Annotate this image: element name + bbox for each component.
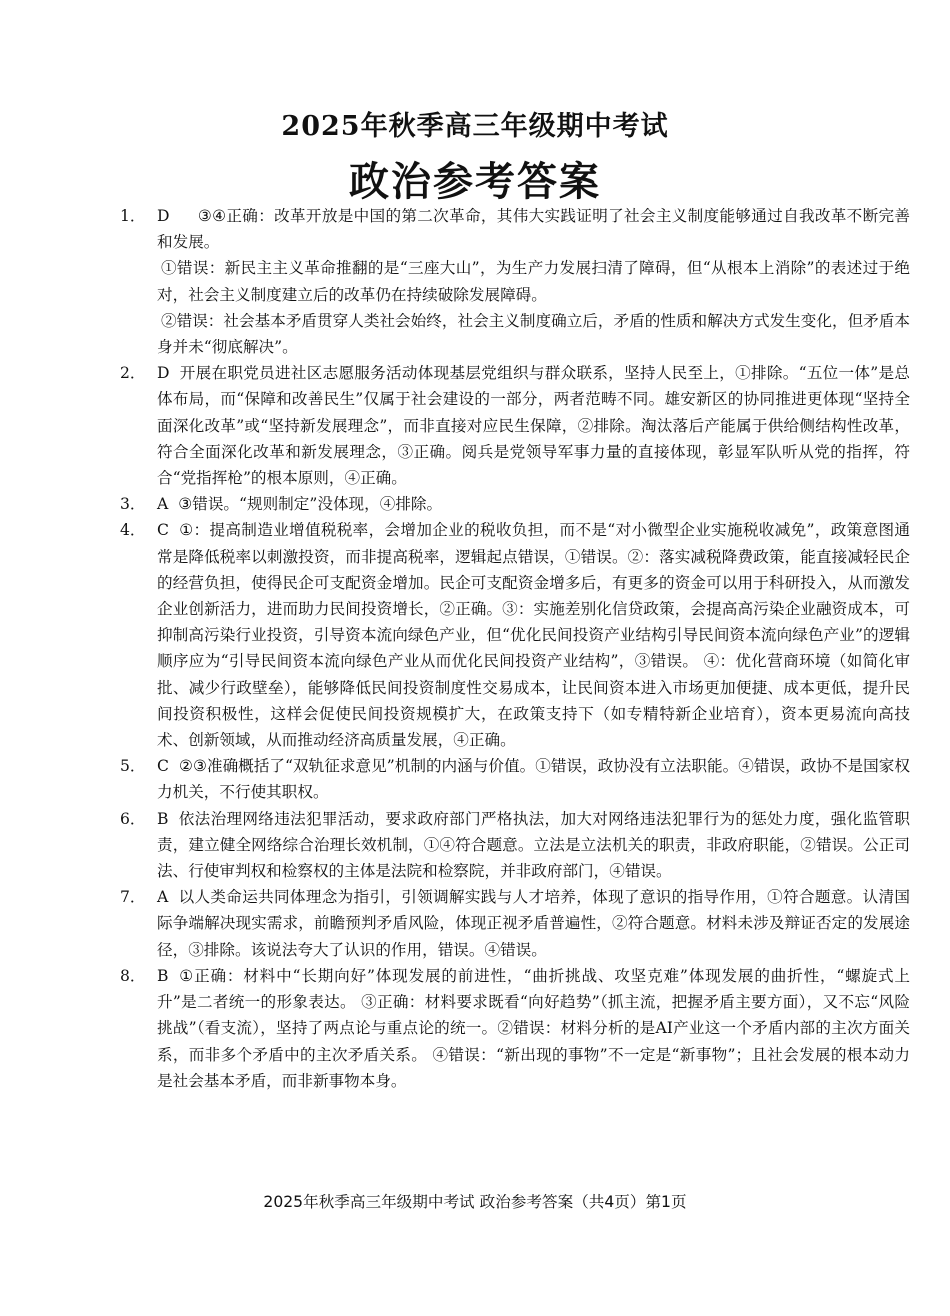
answer-explanation: ③错误。“规则制定”没体现，④排除。 [178, 495, 443, 514]
exam-title: 2025年秋季高三年级期中考试 [281, 111, 669, 142]
answer-letter: C [157, 757, 169, 776]
answer-item-2 [120, 360, 910, 491]
answer-item-6 [120, 806, 910, 885]
question-number: 3． [120, 495, 146, 514]
answer-item-4 [120, 517, 910, 753]
question-number: 4． [120, 521, 146, 540]
question-number: 8． [120, 966, 146, 985]
answer-explanation: ②③准确概括了“双轨征求意见”机制的内涵与价值。①错误，政协没有立法职能。④错误，政协不是国家权力机关，不行使其职权。 [157, 757, 910, 802]
question-number: 6． [120, 809, 146, 828]
answer-item-3 [120, 491, 910, 517]
answer-item-8 [120, 963, 910, 1094]
answer-explanation: 依法治理网络违法犯罪活动，要求政府部门严格执法，加大对网络违法犯罪行为的惩处力度，强化监管职责，建立健全网络综合治理长效机制，①④符合题意。立法是立法机关的职责，非政府职能，②错误。公正司法、行使审判权和检察权的主体是法院和检察院，并非政府部门，④错误。 [157, 809, 910, 881]
answer-item-7 [120, 884, 910, 963]
answer-letter: C [157, 521, 169, 540]
answer-explanation: 以人类命运共同体理念为指引，引领调解实践与人才培养，体现了意识的指导作用，①符合题意。认清国际争端解决现实需求，前瞻预判矛盾风险，体现正视矛盾普遍性，②符合题意。材料未涉及辩证否定的发展途径，③排除。该说法夸大了认识的作用，错误。④错误。 [157, 888, 910, 959]
answer-item-1 [120, 203, 910, 360]
question-number: 2． [120, 364, 146, 383]
answer-explanation: ①：提高制造业增值税税率，会增加企业的税收负担，而不是“对小微型企业实施税收减免”，政策意图通常是降低税率以刺激投资，而非提高税率，逻辑起点错误，①错误。②：落实减税降费政策，能直接减轻民企的经营负担，使得民企可支配资金增加。民企可支配资金增多后，有更多的资金可以用于科研投入，从而激发企业创新活力，进而助力民间投资增长，②正确。③：实施差别化信贷政策，会提高高污染企业融资成本，可抑制高污染行业投资，引导资本流向绿色产业，但“优化民间投资产业结构引导民间资本流向绿色产业”的逻辑顺序应为“引导民间资本流向绿色产业从而优化民间投资产业结构”，③错误。 ④：优化营商环境（如简化审批、减少行政壁垒），能够降低民间投资制度性交易成本，让民间资本进入市场更加便捷、成本更低，提升民间投资积极性，这样会促使民间投资规模扩大，在政策支持下（如专精特新企业培育），资本更易流向高技术、创新领域，从而推动经济高质量发展，④正确。 [157, 521, 910, 750]
answer-explanation: 开展在职党员进社区志愿服务活动体现基层党组织与群众联系，坚持人民至上，①排除。“五位一体”是总体布局，而“保障和改善民生”仅属于社会建设的一部分，两者范畴不同。雄安新区的协同推进更体现“坚持全面深化改革”或“坚持新发展理念”，而非直接对应民生保障，②排除。淘汰落后产能属于供给侧结构性改革，符合全面深化改革和新发展理念，③正确。阅兵是党领导军事力量的直接体现，彰显军队听从党的指挥，符合“党指挥枪”的根本原则，④正确。 [157, 364, 910, 488]
answer-letter: A [157, 495, 169, 514]
answer-letter: B [157, 966, 169, 985]
question-number: 1． [120, 207, 146, 225]
explanation-sub: ②错误：社会基本矛盾贯穿人类社会始终，社会主义制度确立后，矛盾的性质和解决方式发生变化，但矛盾本身并未“彻底解决”。 [157, 311, 910, 357]
answer-list [120, 203, 910, 1094]
answer-letter: D [157, 207, 170, 225]
answer-letter: A [157, 888, 169, 907]
explanation-sub: ①错误：新民主主义革命推翻的是“三座大山”，为生产力发展扫清了障碍，但“从根本上消除”的表述过于绝对，社会主义制度建立后的改革仍在持续破除发展障碍。 [157, 259, 910, 304]
page-footer: 2025年秋季高三年级期中考试 政治参考答案（共4页）第1页 [263, 1193, 687, 1211]
question-number: 5． [120, 757, 146, 776]
answer-item-5 [120, 753, 910, 805]
answer-title: 政治参考答案 [349, 158, 601, 205]
answer-letter: B [157, 809, 169, 828]
answer-explanation: ①正确：材料中“长期向好”体现发展的前进性，“曲折挑战、攻坚克难”体现发展的曲折性，“螺旋式上升”是二者统一的形象表达。 ③正确：材料要求既看“向好趋势”（抓主流，把握矛盾主要方面），又不忘“风险挑战”（看支流），坚持了两点论与重点论的统一。②错误：材料分析的是AI产业这一个矛盾内部的主次方面关系，而非多个矛盾中的主次矛盾关系。 ④错误：“新出现的事物”不一定是“新事物”；且社会发展的根本动力是社会基本矛盾，而非新事物本身。 [157, 966, 910, 1090]
question-number: 7． [120, 888, 146, 907]
answer-letter: D [157, 364, 170, 383]
answer-explanation: ③④正确：改革开放是中国的第二次革命，其伟大实践证明了社会主义制度能够通过自我改革不断完善和发展。 [157, 207, 910, 252]
